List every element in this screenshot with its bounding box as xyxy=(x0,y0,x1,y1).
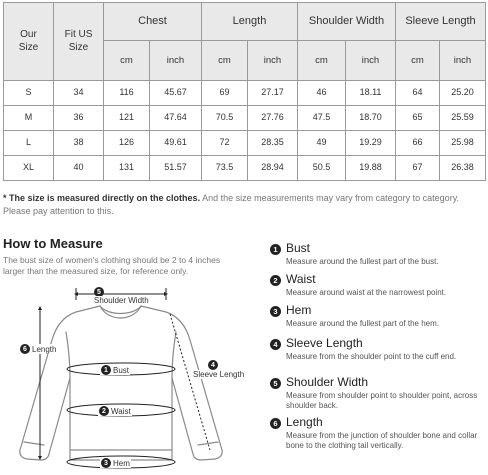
size-cell: L xyxy=(4,131,54,156)
sweater-measurement-diagram xyxy=(0,282,262,475)
value-cell: 25.98 xyxy=(440,131,486,156)
value-cell: 45.67 xyxy=(150,81,202,106)
unit-header: cm xyxy=(104,41,150,81)
legend-title: Length xyxy=(286,415,323,429)
table-row xyxy=(4,106,486,131)
how-to-measure-title: How to Measure xyxy=(3,236,103,251)
our-size-header: Our Size xyxy=(4,3,54,81)
shoulder-width-label-text: Shoulder Width xyxy=(94,296,149,305)
value-cell: 46 xyxy=(298,81,346,106)
value-cell: 19.29 xyxy=(346,131,396,156)
number-badge: 3 xyxy=(101,458,111,468)
length-label-text: Length xyxy=(32,344,57,354)
size-cell: M xyxy=(4,106,54,131)
fit-cell: 40 xyxy=(54,156,104,181)
sleeve-length-label-text: Sleeve Length xyxy=(193,370,245,379)
value-cell: 18.11 xyxy=(346,81,396,106)
legend-title: Bust xyxy=(286,241,311,255)
number-badge: 6 xyxy=(270,418,281,429)
hem-label xyxy=(100,458,131,468)
value-cell: 116 xyxy=(104,81,150,106)
unit-header: inch xyxy=(346,41,396,81)
sleeve-length-label xyxy=(192,370,245,379)
number-badge: 5 xyxy=(270,378,281,389)
value-cell: 25.20 xyxy=(440,81,486,106)
value-cell: 73.5 xyxy=(202,156,248,181)
number-badge: 3 xyxy=(270,306,281,317)
sleeve-length-marker xyxy=(208,360,218,370)
legend-title: Sleeve Length xyxy=(286,336,363,350)
bust-label-text: Bust xyxy=(113,365,130,375)
number-badge: 1 xyxy=(101,365,111,375)
value-cell: 27.76 xyxy=(248,106,298,131)
table-row xyxy=(4,131,486,156)
value-cell: 67 xyxy=(396,156,440,181)
table-row xyxy=(4,156,486,181)
size-cell: S xyxy=(4,81,54,106)
legend-description: Measure from the junction of shoulder bone and collar bone to the clothing tail vertically. xyxy=(286,431,478,450)
value-cell: 131 xyxy=(104,156,150,181)
value-cell: 28.94 xyxy=(248,156,298,181)
value-cell: 66 xyxy=(396,131,440,156)
unit-header: inch xyxy=(440,41,486,81)
legend-description: Measure from the shoulder point to the cuff end. xyxy=(286,352,457,361)
size-cell: XL xyxy=(4,156,54,181)
value-cell: 49.61 xyxy=(150,131,202,156)
value-cell: 51.57 xyxy=(150,156,202,181)
bust-label xyxy=(100,365,130,375)
fit-us-size-header: Fit US Size xyxy=(54,3,104,81)
value-cell: 72 xyxy=(202,131,248,156)
size-note-text: And the size measurements may vary from category to category. Please pay attention to this. xyxy=(3,193,460,216)
legend-description: Measure around waist at the narrowest point. xyxy=(286,288,447,297)
value-cell: 19.88 xyxy=(346,156,396,181)
value-cell: 47.64 xyxy=(150,106,202,131)
unit-header: cm xyxy=(202,41,248,81)
length-label xyxy=(20,344,56,354)
value-cell: 18.70 xyxy=(346,106,396,131)
unit-header: cm xyxy=(396,41,440,81)
value-cell: 27.17 xyxy=(248,81,298,106)
number-badge: 4 xyxy=(270,339,281,350)
table-row xyxy=(4,81,486,106)
unit-header: inch xyxy=(150,41,202,81)
number-badge: 4 xyxy=(208,360,218,370)
shoulder-width-header: Shoulder Width xyxy=(298,3,396,41)
how-to-measure-description: The bust size of women's clothing should be 2 to 4 inches larger than the measured size, for reference only. xyxy=(3,255,221,276)
value-cell: 69 xyxy=(202,81,248,106)
value-cell: 25.59 xyxy=(440,106,486,131)
number-badge: 2 xyxy=(99,406,109,416)
legend-title: Shoulder Width xyxy=(286,375,369,389)
value-cell: 49 xyxy=(298,131,346,156)
legend-description: Measure around the fullest part of the bust. xyxy=(286,257,439,266)
value-cell: 121 xyxy=(104,106,150,131)
chest-header: Chest xyxy=(104,3,202,41)
value-cell: 64 xyxy=(396,81,440,106)
value-cell: 65 xyxy=(396,106,440,131)
hem-label-text: Hem xyxy=(113,458,130,468)
value-cell: 26.38 xyxy=(440,156,486,181)
legend-description: Measure around the fullest part of the hem. xyxy=(286,319,439,328)
legend-description: Measure from shoulder point to shoulder point, across shoulder back. xyxy=(286,391,478,410)
fit-cell: 36 xyxy=(54,106,104,131)
size-note-emphasis: * The size is measured directly on the clothes. xyxy=(3,193,201,203)
number-badge: 2 xyxy=(270,275,281,286)
number-badge: 6 xyxy=(20,344,30,354)
length-header: Length xyxy=(202,3,298,41)
sleeve-length-header: Sleeve Length xyxy=(396,3,486,41)
waist-label-text: Waist xyxy=(111,406,131,416)
number-badge: 5 xyxy=(94,287,104,297)
unit-header: cm xyxy=(298,41,346,81)
fit-cell: 34 xyxy=(54,81,104,106)
waist-label xyxy=(98,406,132,416)
number-badge: 1 xyxy=(270,244,281,255)
fit-cell: 38 xyxy=(54,131,104,156)
value-cell: 28.35 xyxy=(248,131,298,156)
value-cell: 70.5 xyxy=(202,106,248,131)
unit-header: inch xyxy=(248,41,298,81)
legend-title: Hem xyxy=(286,303,312,317)
size-chart-table xyxy=(3,2,486,181)
legend-title: Waist xyxy=(286,272,316,286)
value-cell: 50.5 xyxy=(298,156,346,181)
value-cell: 47.5 xyxy=(298,106,346,131)
value-cell: 126 xyxy=(104,131,150,156)
shoulder-width-label xyxy=(93,296,150,305)
size-note xyxy=(3,192,481,217)
